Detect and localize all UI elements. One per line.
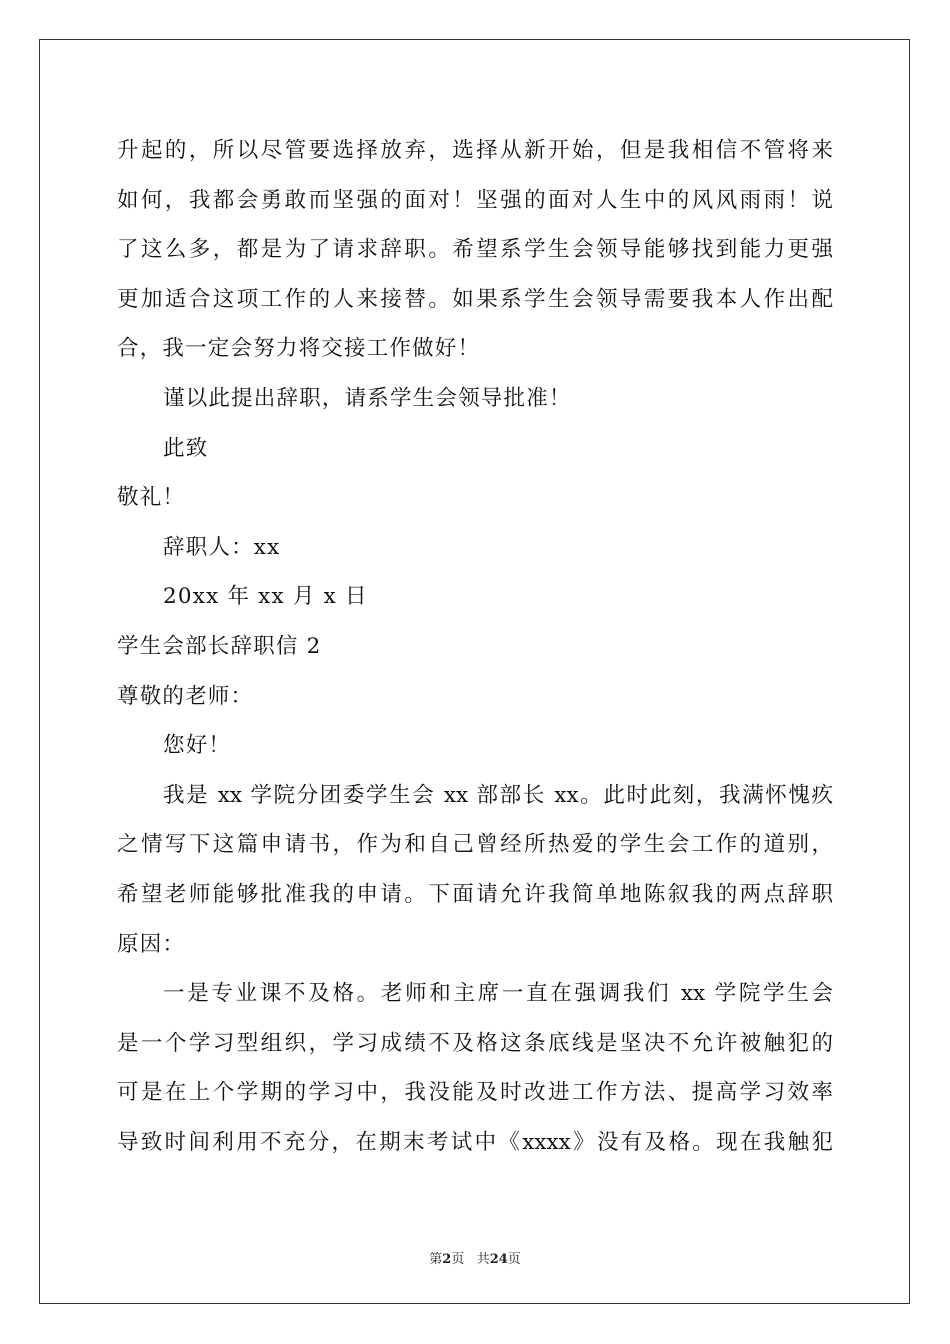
closing-statement: 谨以此提出辞职，请系学生会领导批准！: [163, 385, 572, 411]
paragraph-line: 之情写下这篇申请书，作为和自己曾经所热爱的学生会工作的道别，: [117, 832, 833, 858]
salutation-closing: 此致: [163, 435, 209, 461]
paragraph-line: 我是 xx 学院分团委学生会 xx 部部长 xx。此时此刻，我满怀愧疚: [163, 782, 833, 808]
page-prefix: 第: [429, 1252, 443, 1267]
page-number: 2: [442, 1252, 452, 1267]
paragraph-line: 更加适合这项工作的人来接替。如果系学生会领导需要我本人作出配: [117, 286, 833, 312]
signature-name: 辞职人：xx: [163, 534, 281, 560]
paragraph-line: 希望老师能够批准我的申请。下面请允许我简单地陈叙我的两点辞职: [117, 881, 833, 907]
total-pages: 24: [489, 1252, 508, 1267]
paragraph-line: 可是在上个学期的学习中，我没能及时改进工作方法、提高学习效率: [117, 1080, 833, 1106]
page-unit: 页: [451, 1252, 465, 1267]
letter-greeting: 尊敬的老师：: [117, 683, 254, 709]
paragraph-line: 导致时间利用不充分，在期末考试中《xxxx》没有及格。现在我触犯: [117, 1129, 833, 1155]
salutation-respect: 敬礼！: [117, 485, 186, 511]
paragraph-line: 是一个学习型组织，学习成绩不及格这条底线是坚决不允许被触犯的: [117, 1030, 833, 1056]
paragraph-line: 升起的，所以尽管要选择放弃，选择从新开始，但是我相信不管将来: [117, 138, 833, 163]
paragraph-line: 合，我一定会努力将交接工作做好！: [117, 336, 481, 362]
total-unit: 页: [507, 1252, 521, 1267]
paragraph-line: 如何，我都会勇敢而坚强的面对！坚强的面对人生中的风风雨雨！说: [117, 187, 833, 213]
paragraph-line: 原因：: [117, 931, 186, 957]
letter-hello: 您好！: [163, 733, 232, 759]
document-body: [117, 126, 833, 1167]
letter-title: 学生会部长辞职信 2: [117, 633, 322, 659]
paragraph-line: 了这么多，都是为了请求辞职。希望系学生会领导能够找到能力更强: [117, 237, 833, 263]
paragraph-line: 一是专业课不及格。老师和主席一直在强调我们 xx 学院学生会: [163, 981, 833, 1007]
signature-date: 20xx 年 xx 月 x 日: [163, 584, 368, 610]
page-footer: [0, 1248, 950, 1267]
total-prefix: 共: [476, 1252, 490, 1267]
